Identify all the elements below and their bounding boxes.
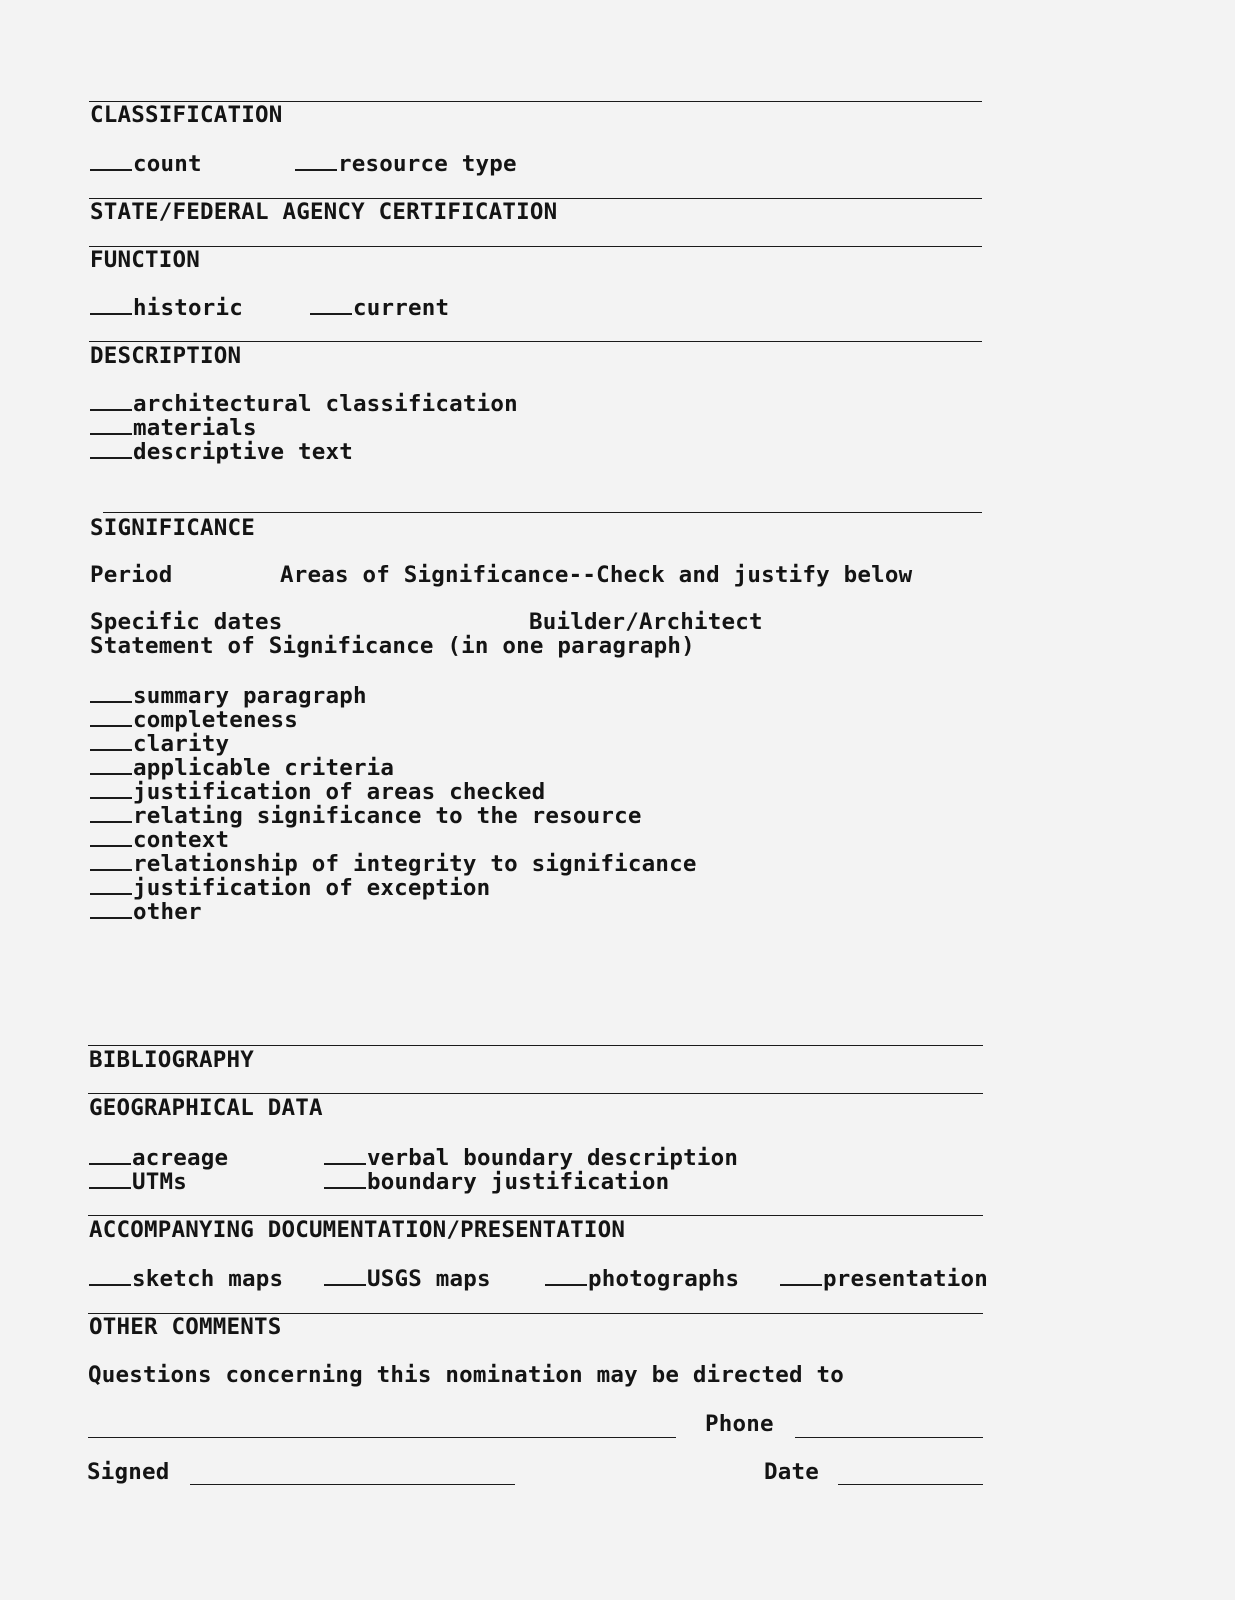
phone-label: Phone: [705, 1411, 774, 1437]
geographical-heading: GEOGRAPHICAL DATA: [89, 1095, 323, 1121]
checklist-item: [90, 683, 367, 708]
section-divider: [103, 512, 982, 513]
checklist-item: [90, 755, 394, 780]
checklist-item: [89, 1145, 228, 1170]
check-blank[interactable]: [90, 851, 132, 871]
certification-heading: STATE/FEDERAL AGENCY CERTIFICATION: [90, 199, 558, 225]
dates-label: Specific dates: [90, 609, 283, 635]
check-blank[interactable]: [90, 899, 132, 919]
areas-label: Areas of Significance--Check and justify below: [280, 562, 913, 588]
item-label: summary paragraph: [133, 683, 367, 709]
item-label: sketch maps: [132, 1266, 284, 1292]
check-blank[interactable]: [90, 439, 132, 459]
section-divider: [89, 246, 982, 247]
item-label: materials: [133, 415, 257, 441]
period-label: Period: [90, 562, 173, 588]
item-label: UTMs: [132, 1169, 187, 1195]
item-label: historic: [133, 295, 243, 321]
item-label: boundary justification: [367, 1169, 670, 1195]
check-blank[interactable]: [90, 683, 132, 703]
section-divider: [89, 341, 982, 342]
item-label: justification of exception: [133, 875, 491, 901]
builder-label: Builder/Architect: [529, 609, 763, 635]
checklist-item: [324, 1169, 669, 1194]
check-blank[interactable]: [89, 1145, 131, 1165]
item-label: other: [133, 899, 202, 925]
phone-field[interactable]: [795, 1437, 983, 1438]
check-blank[interactable]: [90, 707, 132, 727]
item-label: architectural classification: [133, 391, 518, 417]
documentation-heading: ACCOMPANYING DOCUMENTATION/PRESENTATION: [89, 1217, 626, 1243]
checklist-item: [90, 899, 202, 924]
check-blank[interactable]: [90, 151, 132, 171]
item-label: resource type: [338, 151, 517, 177]
checklist-item: [89, 1266, 283, 1291]
signed-label: Signed: [87, 1459, 170, 1485]
checklist-item: [90, 391, 518, 416]
checklist-item: [90, 151, 202, 176]
check-blank[interactable]: [89, 1266, 131, 1286]
item-label: justification of areas checked: [133, 779, 546, 805]
item-label: completeness: [133, 707, 298, 733]
section-divider: [88, 1045, 983, 1046]
item-label: context: [133, 827, 230, 853]
item-label: count: [133, 151, 202, 177]
item-label: verbal boundary description: [367, 1145, 739, 1171]
item-label: relationship of integrity to significance: [133, 851, 697, 877]
bibliography-heading: BIBLIOGRAPHY: [89, 1047, 254, 1073]
function-heading: FUNCTION: [90, 247, 200, 273]
section-divider: [88, 1093, 983, 1094]
checklist-item: [324, 1145, 738, 1170]
checklist-item: [89, 1169, 187, 1194]
checklist-item: [90, 295, 243, 320]
comments-heading: OTHER COMMENTS: [89, 1314, 282, 1340]
check-blank[interactable]: [780, 1266, 822, 1286]
check-blank[interactable]: [545, 1266, 587, 1286]
checklist-item: [90, 875, 490, 900]
item-label: acreage: [132, 1145, 229, 1171]
item-label: photographs: [588, 1266, 740, 1292]
checklist-item: [780, 1266, 988, 1291]
checklist-item: [90, 779, 545, 804]
check-blank[interactable]: [89, 1169, 131, 1189]
checklist-item: [295, 151, 517, 176]
check-blank[interactable]: [90, 391, 132, 411]
checklist-item: [90, 731, 229, 756]
checklist-item: [90, 707, 298, 732]
check-blank[interactable]: [90, 295, 132, 315]
item-label: current: [353, 295, 450, 321]
checklist-item: [90, 803, 642, 828]
check-blank[interactable]: [310, 295, 352, 315]
classification-heading: CLASSIFICATION: [90, 102, 283, 128]
signature-field[interactable]: [190, 1484, 515, 1485]
check-blank[interactable]: [295, 151, 337, 171]
check-blank[interactable]: [90, 827, 132, 847]
check-blank[interactable]: [90, 415, 132, 435]
check-blank[interactable]: [324, 1169, 366, 1189]
checklist-item: [324, 1266, 491, 1291]
item-label: relating significance to the resource: [133, 803, 642, 829]
section-divider: [88, 1215, 983, 1216]
check-blank[interactable]: [324, 1266, 366, 1286]
checklist-item: [310, 295, 449, 320]
checklist-item: [90, 827, 229, 852]
check-blank[interactable]: [90, 779, 132, 799]
questions-text: Questions concerning this nomination may be directed to: [88, 1362, 845, 1388]
item-label: presentation: [823, 1266, 988, 1292]
date-field[interactable]: [838, 1484, 983, 1485]
description-heading: DESCRIPTION: [90, 343, 242, 369]
statement-label: Statement of Significance (in one paragraph): [90, 633, 695, 659]
check-blank[interactable]: [90, 803, 132, 823]
check-blank[interactable]: [90, 731, 132, 751]
check-blank[interactable]: [324, 1145, 366, 1165]
significance-heading: SIGNIFICANCE: [90, 515, 255, 541]
check-blank[interactable]: [90, 755, 132, 775]
item-label: USGS maps: [367, 1266, 491, 1292]
item-label: descriptive text: [133, 439, 353, 465]
checklist-item: [90, 851, 697, 876]
contact-name-field[interactable]: [88, 1437, 676, 1438]
checklist-item: [545, 1266, 739, 1291]
checklist-item: [90, 439, 353, 464]
item-label: applicable criteria: [133, 755, 395, 781]
check-blank[interactable]: [90, 875, 132, 895]
item-label: clarity: [133, 731, 230, 757]
checklist-item: [90, 415, 257, 440]
date-label: Date: [764, 1459, 819, 1485]
